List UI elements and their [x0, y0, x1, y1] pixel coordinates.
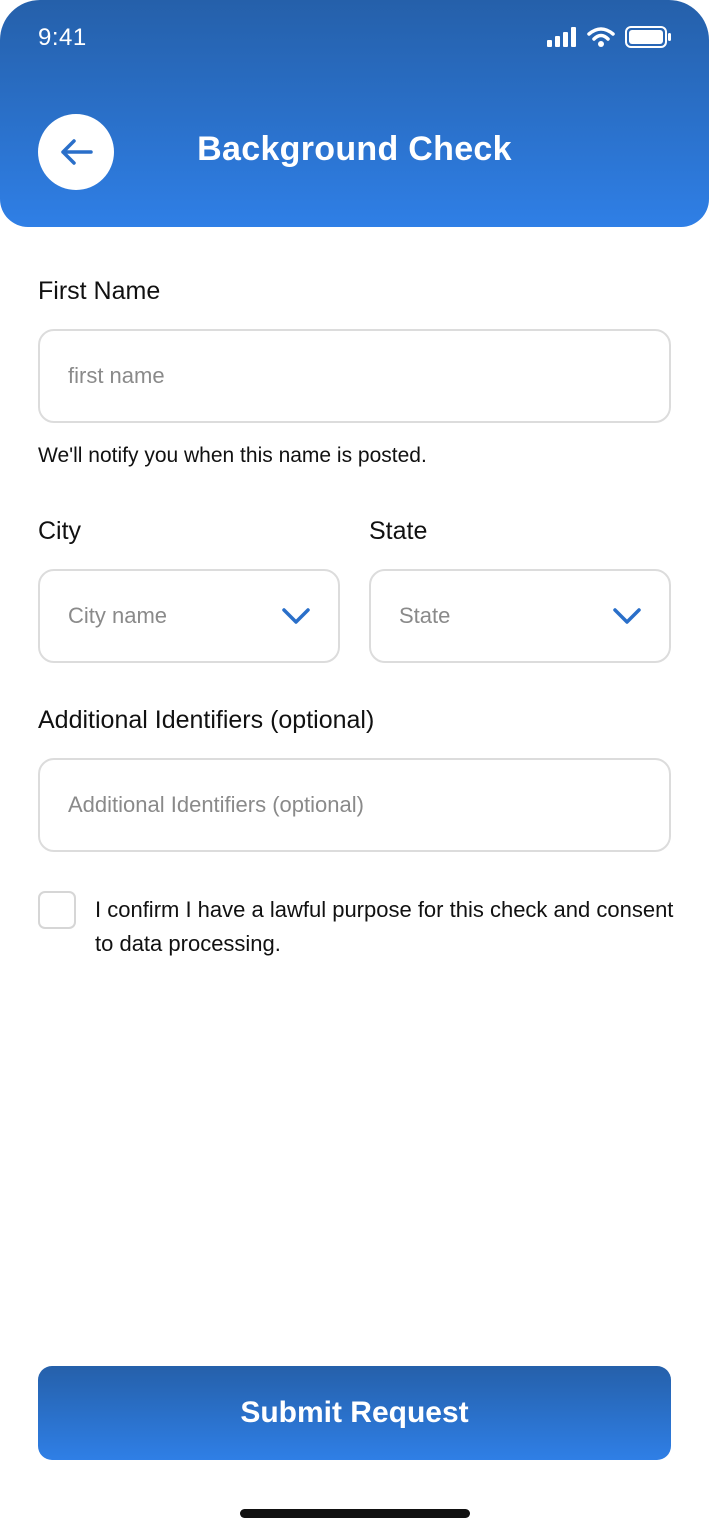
first-name-helper-text: We'll notify you when this name is posted. — [38, 444, 427, 467]
wifi-icon — [587, 27, 615, 47]
home-indicator — [240, 1509, 470, 1518]
first-name-label: First Name — [38, 277, 161, 305]
additional-identifiers-input[interactable] — [38, 758, 671, 852]
battery-icon — [625, 26, 671, 48]
app-header — [0, 0, 709, 227]
submit-request-button[interactable]: Submit Request — [38, 1366, 671, 1460]
city-label: City — [38, 517, 82, 545]
chevron-down-icon — [282, 607, 310, 625]
state-placeholder: State — [399, 603, 451, 628]
city-placeholder: City name — [68, 603, 168, 628]
city-select[interactable] — [38, 569, 340, 663]
consent-text: I confirm I have a lawful purpose for this check and consent to data processing. — [95, 897, 674, 956]
signal-icon — [547, 27, 577, 47]
page-title: Background Check — [197, 130, 512, 168]
additional-identifiers-placeholder: Additional Identifiers (optional) — [68, 792, 364, 817]
first-name-placeholder: first name — [68, 363, 165, 388]
status-icons — [547, 26, 671, 48]
first-name-input[interactable] — [38, 329, 671, 423]
status-time: 9:41 — [38, 24, 87, 51]
state-select[interactable] — [369, 569, 671, 663]
consent-checkbox[interactable] — [38, 891, 76, 929]
chevron-down-icon — [613, 607, 641, 625]
state-label: State — [369, 517, 428, 545]
additional-identifiers-label: Additional Identifiers (optional) — [38, 706, 375, 734]
